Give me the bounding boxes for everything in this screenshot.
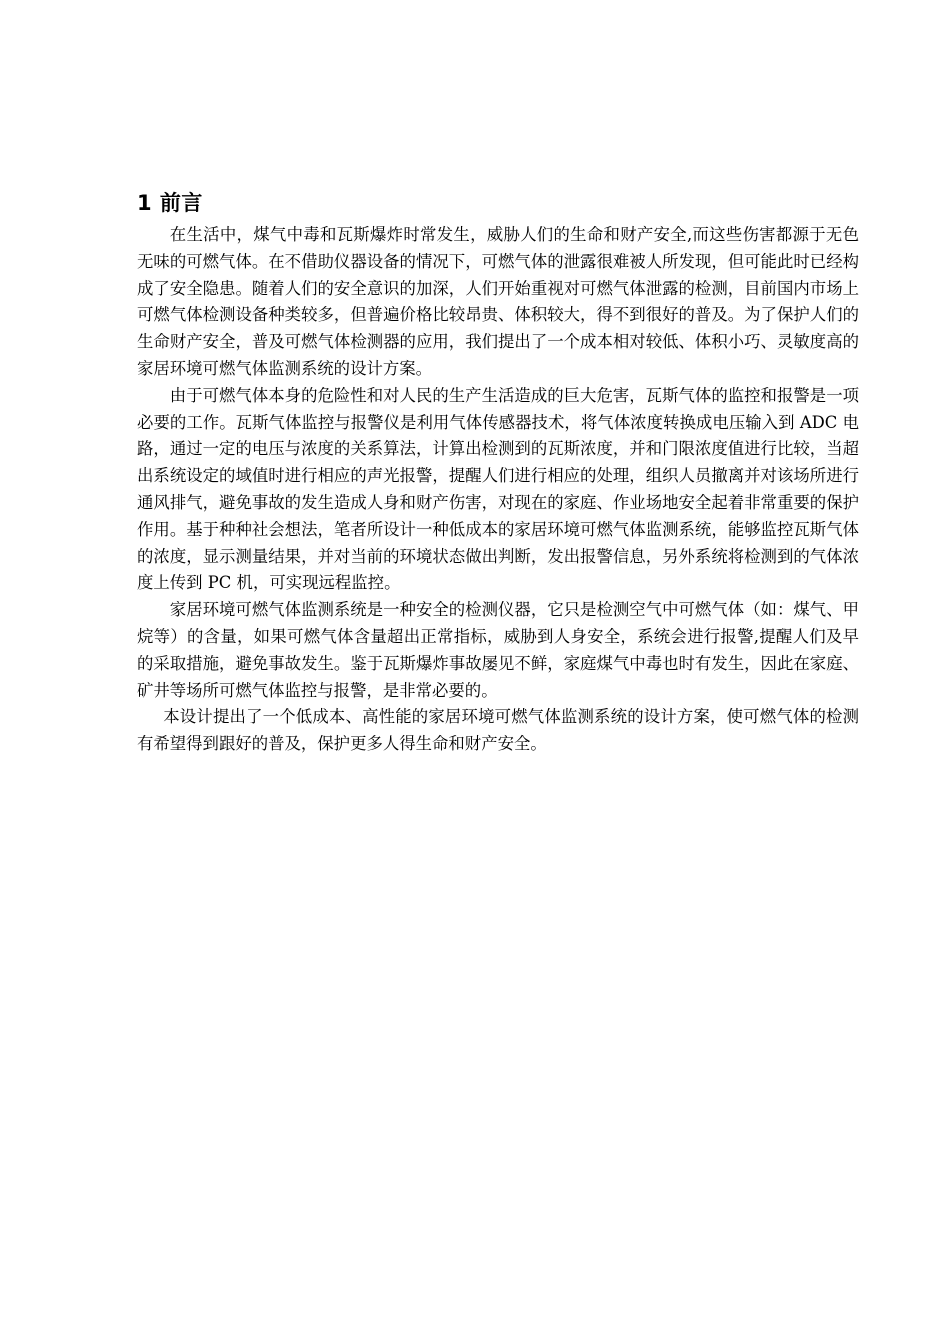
paragraph-2: 由于可燃气体本身的危险性和对人民的生产生活造成的巨大危害，瓦斯气体的监控和报警是一项必要的工作。瓦斯气体监控与报警仪是利用气体传感器技术，将气体浓度转换成电压输入到 ADC 电路，通过一定的电压与浓度的关系算法，计算出检测到的瓦斯浓度，并和门限浓度值进行比较，当超出系统设定的域值时进行相应的声光报警，提醒人们进行相应的处理，组织人员撤离并对该场所进行通风排气，避免事故的发生造成人身和财产伤害，对现在的家庭、作业场地安全起着非常重要的保护作用。基于种种社会想法，笔者所设计一种低成本的家居环境可燃气体监测系统，能够监控瓦斯气体的浓度，显示测量结果，并对当前的环境状态做出判断，发出报警信息，另外系统将检测到的气体浓度上传到 PC 机，可实现远程监控。 bbox=[137, 385, 859, 593]
paragraph-4: 本设计提出了一个低成本、高性能的家居环境可燃气体监测系统的设计方案，使可燃气体的检测有希望得到跟好的普及，保护更多人得生命和财产安全。 bbox=[137, 707, 859, 754]
paragraph-3: 家居环境可燃气体监测系统是一种安全的检测仪器，它只是检测空气中可燃气体（如：煤气、甲烷等）的含量，如果可燃气体含量超出正常指标，威胁到人身安全，系统会进行报警,提醒人们及早的采取措施，避免事故发生。鉴于瓦斯爆炸事故屡见不鲜，家庭煤气中毒也时有发生，因此在家庭、矿井等场所可燃气体监控与报警，是非常必要的。 bbox=[137, 600, 859, 700]
section-heading: 1 前言 bbox=[137, 191, 203, 215]
section-preface bbox=[137, 186, 859, 758]
paragraph-1: 在生活中，煤气中毒和瓦斯爆炸时常发生，威胁人们的生命和财产安全,而这些伤害都源于无色无味的可燃气体。在不借助仪器设备的情况下，可燃气体的泄露很难被人所发现，但可能此时已经构成了安全隐患。随着人们的安全意识的加深，人们开始重视对可燃气体泄露的检测，目前国内市场上可燃气体检测设备种类较多，但普遍价格比较昂贵、体积较大，得不到很好的普及。为了保护人们的生命财产安全，普及可燃气体检测器的应用，我们提出了一个成本相对较低、体积小巧、灵敏度高的家居环境可燃气体监测系统的设计方案。 bbox=[137, 225, 859, 378]
